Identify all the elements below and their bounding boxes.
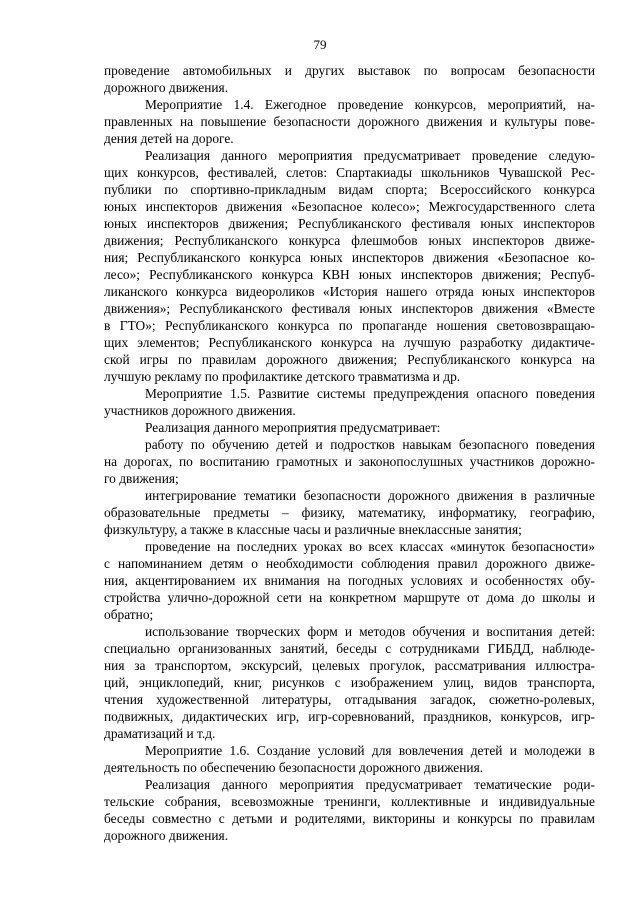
text-line: на дорогах, по воспитанию грамотных и законопослушных участников дорожно- xyxy=(104,454,595,469)
page-number: 79 xyxy=(313,37,327,52)
text-line: чтения художественной литературы, отгадывания загадок, сюжетно-ролевых, xyxy=(104,692,595,707)
text-line: дорожного движения. xyxy=(104,80,229,95)
text-line: дорожного движения. xyxy=(104,828,229,843)
text-line: Мероприятие 1.6. Создание условий для вовлечения детей и молодежи в xyxy=(145,743,595,758)
text-line: лесо»; Республиканского конкурса КВН юных инспекторов движения; Респуб- xyxy=(104,267,595,282)
text-line: Мероприятие 1.5. Развитие системы предупреждения опасного поведения xyxy=(145,386,595,401)
text-line: драматизаций и т.д. xyxy=(104,726,216,741)
text-line: го движения; xyxy=(104,471,179,486)
text-line: проведение автомобильных и других выставок по вопросам безопасности xyxy=(104,63,595,78)
text-line: беседы совместно с детьми и родителями, викторины и конкурсы по правилам xyxy=(104,811,595,826)
text-line: щих элементов; Республиканского конкурса на лучшую разработку дидактиче- xyxy=(104,335,595,350)
text-line: интегрирование тематики безопасности дорожного движения в различные xyxy=(145,488,595,503)
text-line: ций, энциклопедий, книг, рисунков с изображением улиц, видов транспорта, xyxy=(104,675,595,690)
text-line: юных инспекторов движения «Безопасное колесо»; Межгосударственного слета xyxy=(104,199,595,214)
text-line: использование творческих форм и методов обучения и воспитания детей: xyxy=(145,624,595,639)
text-line: юных инспекторов движения; Республиканского фестиваля юных инспекторов xyxy=(104,216,595,231)
text-line: правленных на повышение безопасности дорожного движения и культуры пове- xyxy=(104,114,595,129)
text-line: ния, акцентированием их внимания на погодных условиях и особенностях обу- xyxy=(104,573,595,588)
text-line: ликанского конкурса видеороликов «История нашего отряда юных инспекторов xyxy=(104,284,595,299)
text-line: специально организованных занятий, беседы с сотрудниками ГИБДД, наблюде- xyxy=(104,641,595,656)
text-line: работу по обучению детей и подростков навыкам безопасного поведения xyxy=(145,437,595,452)
text-line: в ГТО»; Республиканского конкурса по пропаганде ношения световозвращаю- xyxy=(104,318,595,333)
text-line: Мероприятие 1.4. Ежегодное проведение конкурсов, мероприятий, на- xyxy=(145,97,595,112)
text-line: с напоминанием детям о необходимости соблюдения правил дорожного движе- xyxy=(104,556,595,571)
text-line: подвижных, дидактических игр, игр-соревнований, праздников, конкурсов, игр- xyxy=(104,709,595,724)
text-line: участников дорожного движения. xyxy=(104,403,296,418)
text-line: тельские собрания, всевозможные тренинги, коллективные и индивидуальные xyxy=(104,794,595,809)
text-line: физкультуру, а также в классные часы и различные внеклассные занятия; xyxy=(104,522,522,537)
text-line: образовательные предметы – физику, математику, информатику, географию, xyxy=(104,505,595,520)
text-line: обратно; xyxy=(104,607,154,622)
text-line: ния за транспортом, экскурсий, целевых прогулок, рассматривания иллюстра- xyxy=(104,658,595,673)
text-line: движения; Республиканского конкурса флешмобов юных инспекторов движе- xyxy=(104,233,595,248)
text-line: дения детей на дороге. xyxy=(104,131,234,146)
text-line: ской игры по правилам дорожного движения; Республиканского конкурса на xyxy=(104,352,595,367)
text-line: ния; Республиканского конкурса юных инспекторов движения «Безопасное ко- xyxy=(104,250,595,265)
text-line: Реализация данного мероприятия предусматривает проведение следую- xyxy=(145,148,595,163)
text-line: проведение на последних уроках во всех классах «минуток безопасности» xyxy=(145,539,595,554)
text-line: стройства улично-дорожной сети на конкретном маршруте от дома до школы и xyxy=(104,590,595,605)
text-line: Реализация данного мероприятия предусматривает: xyxy=(145,420,441,435)
text-line: Реализация данного мероприятия предусматривает тематические роди- xyxy=(145,777,595,792)
text-line: движения»; Республиканского фестиваля юных инспекторов движения «Вместе xyxy=(104,301,595,316)
text-line: деятельность по обеспечению безопасности дорожного движения. xyxy=(104,760,484,775)
text-line: щих конкурсов, фестивалей, слетов: Спартакиады школьников Чувашской Рес- xyxy=(104,165,595,180)
text-line: лучшую рекламу по профилактике детского травматизма и др. xyxy=(104,369,461,384)
text-line: публики по спортивно-прикладным видам спорта; Всероссийского конкурса xyxy=(104,182,595,197)
